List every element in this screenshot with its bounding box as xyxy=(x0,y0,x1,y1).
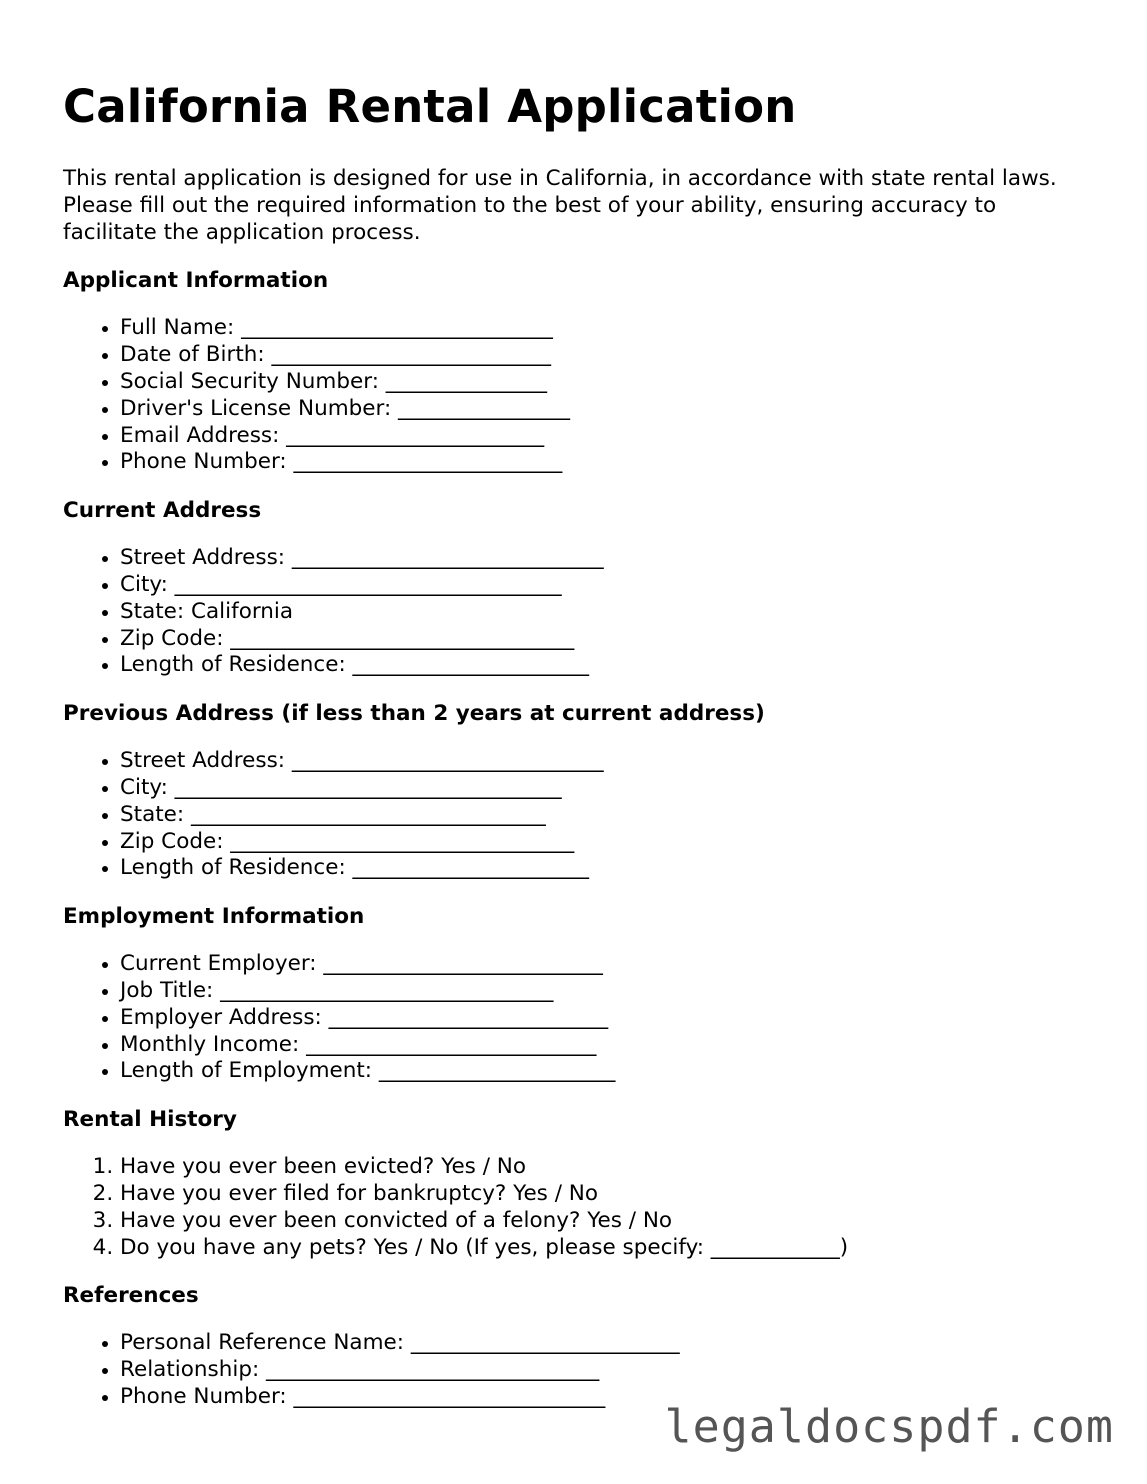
section-heading: Current Address xyxy=(63,498,262,524)
city-field: • City: ____________________________________ xyxy=(120,775,1093,802)
reference-phone-field: • Phone Number: _____________________________ xyxy=(120,1384,1093,1411)
zip-code-field: • Zip Code: ________________________________ xyxy=(120,829,1093,856)
section-heading: Previous Address (if less than 2 years at current address) xyxy=(63,701,765,727)
watermark-text: legaldocspdf.com xyxy=(664,1400,1114,1453)
job-title-field: • Job Title: _______________________________ xyxy=(120,978,1093,1005)
bankruptcy-question: 2. Have you ever filed for bankruptcy? Yes / No xyxy=(120,1181,1093,1208)
street-address-field: • Street Address: _____________________________ xyxy=(120,545,1093,572)
section-heading: Employment Information xyxy=(63,904,365,930)
relationship-field: • Relationship: _______________________________ xyxy=(120,1357,1093,1384)
previous-address-section xyxy=(63,700,1093,882)
street-address-field: • Street Address: _____________________________ xyxy=(120,748,1093,775)
section-heading: Applicant Information xyxy=(63,268,329,294)
eviction-question: 1. Have you ever been evicted? Yes / No xyxy=(120,1154,1093,1181)
applicant-information-section xyxy=(63,267,1093,476)
document-page xyxy=(63,78,1093,1432)
employment-information-section xyxy=(63,903,1093,1085)
city-field: • City: ____________________________________ xyxy=(120,572,1093,599)
employment-fields-list xyxy=(63,951,1093,1085)
employer-address-field: • Employer Address: __________________________ xyxy=(120,1005,1093,1032)
current-address-section xyxy=(63,497,1093,679)
references-list xyxy=(63,1330,1093,1410)
current-employer-field: • Current Employer: __________________________ xyxy=(120,951,1093,978)
rental-history-list xyxy=(63,1154,1093,1261)
felony-question: 3. Have you ever been convicted of a felony? Yes / No xyxy=(120,1208,1093,1235)
drivers-license-field: • Driver's License Number: ________________ xyxy=(120,396,1093,423)
ssn-field: • Social Security Number: _______________ xyxy=(120,369,1093,396)
current-address-list xyxy=(63,545,1093,679)
length-of-residence-field: • Length of Residence: ______________________ xyxy=(120,855,1093,882)
section-heading: References xyxy=(63,1283,199,1309)
zip-code-field: • Zip Code: ________________________________ xyxy=(120,626,1093,653)
reference-name-field: • Personal Reference Name: _________________________ xyxy=(120,1330,1093,1357)
previous-address-list xyxy=(63,748,1093,882)
section-heading: Rental History xyxy=(63,1107,237,1133)
email-field: • Email Address: ________________________ xyxy=(120,423,1093,450)
full-name-field: • Full Name: _____________________________ xyxy=(120,315,1093,342)
page-title: California Rental Application xyxy=(63,80,797,133)
monthly-income-field: • Monthly Income: ___________________________ xyxy=(120,1032,1093,1059)
applicant-fields-list xyxy=(63,315,1093,476)
pets-question: 4. Do you have any pets? Yes / No (If yes, please specify: ____________) xyxy=(120,1235,1093,1262)
rental-history-section xyxy=(63,1106,1093,1261)
length-of-residence-field: • Length of Residence: ______________________ xyxy=(120,652,1093,679)
phone-field: • Phone Number: _________________________ xyxy=(120,449,1093,476)
length-of-employment-field: • Length of Employment: ______________________ xyxy=(120,1058,1093,1085)
state-field: • State: California xyxy=(120,599,1093,626)
references-section xyxy=(63,1282,1093,1410)
date-of-birth-field: • Date of Birth: __________________________ xyxy=(120,342,1093,369)
state-field: • State: _________________________________ xyxy=(120,802,1093,829)
intro-paragraph: This rental application is designed for use in California, in accordance with state rental laws. Please fill out the required information to the best of your ability, ensuring accuracy to facilitate the application process. xyxy=(63,166,1057,245)
